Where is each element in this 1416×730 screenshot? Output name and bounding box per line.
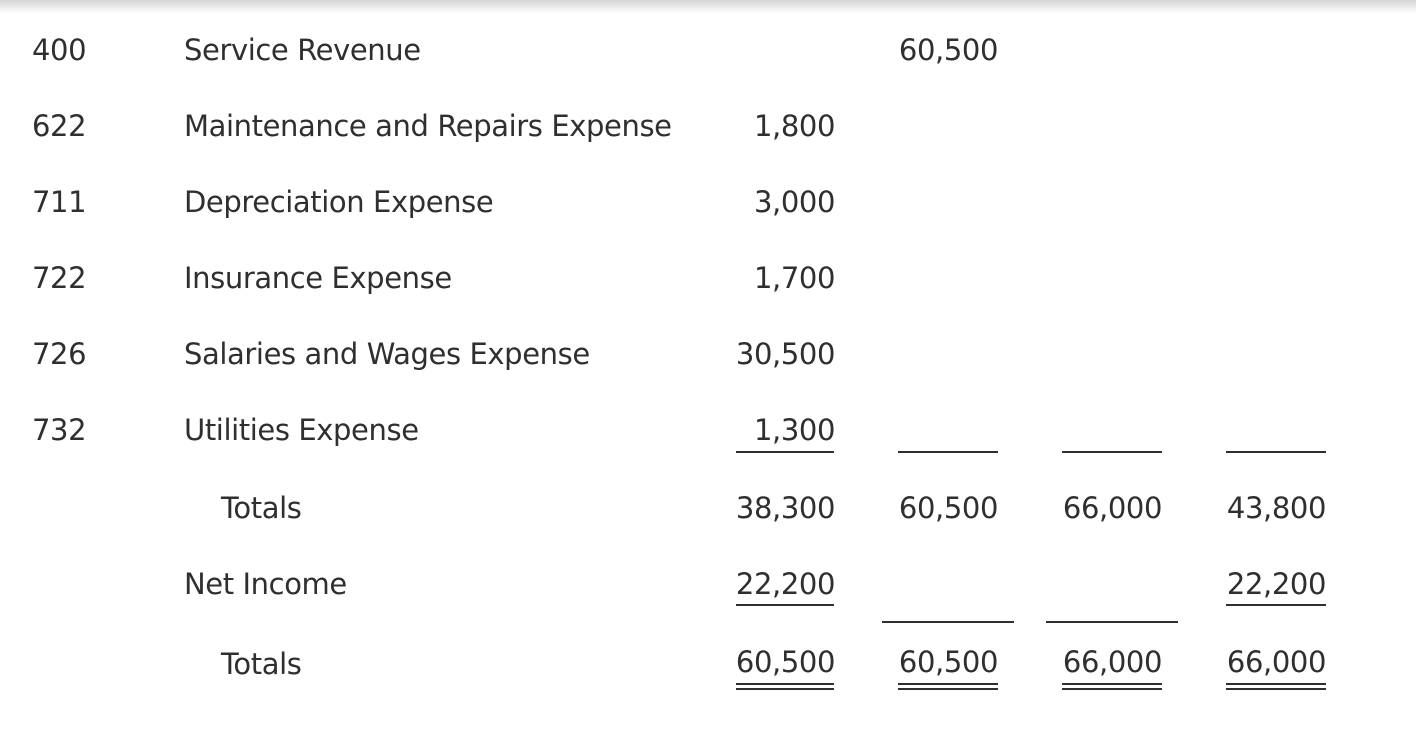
account-description: Maintenance and Repairs Expense bbox=[184, 109, 672, 143]
double-rule bbox=[736, 683, 834, 690]
account-number: 726 bbox=[32, 337, 87, 371]
account-description: Insurance Expense bbox=[184, 261, 452, 295]
net-income-rule bbox=[882, 621, 1014, 623]
subtotal-rule bbox=[898, 451, 998, 453]
amount-cell: 1,800 bbox=[753, 109, 835, 143]
amount-cell: 22,200 bbox=[735, 567, 835, 601]
account-number: 732 bbox=[32, 413, 87, 447]
subtotal-rule bbox=[1062, 451, 1162, 453]
amount-cell: 38,300 bbox=[735, 491, 835, 525]
amount-cell: 66,000 bbox=[1062, 491, 1162, 525]
amount-cell: 22,200 bbox=[1226, 567, 1326, 601]
amount-cell: 66,000 bbox=[1062, 645, 1162, 679]
amount-cell: 1,700 bbox=[753, 261, 835, 295]
account-number: 711 bbox=[32, 185, 87, 219]
double-rule bbox=[898, 683, 998, 690]
net-income-rule bbox=[1226, 604, 1326, 606]
grand-totals-label: Totals bbox=[221, 647, 302, 681]
amount-cell: 1,300 bbox=[753, 413, 835, 447]
account-description: Service Revenue bbox=[184, 33, 421, 67]
double-rule bbox=[1226, 683, 1326, 690]
amount-cell: 60,500 bbox=[735, 645, 835, 679]
amount-cell: 60,500 bbox=[898, 33, 998, 67]
subtotal-rule bbox=[1226, 451, 1326, 453]
account-description: Salaries and Wages Expense bbox=[184, 337, 590, 371]
account-number: 400 bbox=[32, 33, 87, 67]
amount-cell: 3,000 bbox=[753, 185, 835, 219]
totals-label: Totals bbox=[221, 491, 302, 525]
double-rule bbox=[1062, 683, 1162, 690]
account-description: Depreciation Expense bbox=[184, 185, 494, 219]
account-number: 722 bbox=[32, 261, 87, 295]
amount-cell: 43,800 bbox=[1226, 491, 1326, 525]
amount-cell: 66,000 bbox=[1226, 645, 1326, 679]
amount-cell: 60,500 bbox=[898, 645, 998, 679]
net-income-rule bbox=[1046, 621, 1178, 623]
net-income-rule bbox=[736, 604, 834, 606]
amount-cell: 30,500 bbox=[735, 337, 835, 371]
account-description: Utilities Expense bbox=[184, 413, 419, 447]
amount-cell: 60,500 bbox=[898, 491, 998, 525]
account-number: 622 bbox=[32, 109, 87, 143]
subtotal-rule bbox=[736, 451, 834, 453]
net-income-label: Net Income bbox=[184, 567, 347, 601]
top-shadow bbox=[0, 0, 1416, 14]
